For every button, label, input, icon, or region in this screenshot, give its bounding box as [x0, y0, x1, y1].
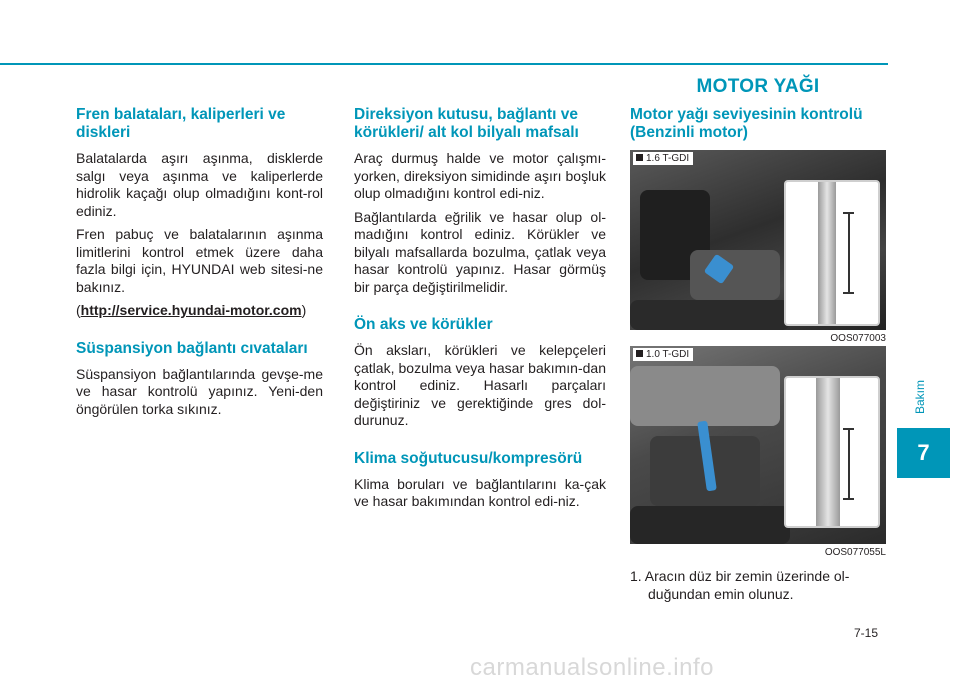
dipstick-inset [784, 376, 880, 528]
engine-tag: 1.6 T-GDI [633, 152, 693, 165]
paragraph: Süspansiyon bağlantılarında gevşe-me ve hasar kontrolü yapınız. Yeni-den öngörülen torka sıkınız. [76, 365, 323, 417]
column-2 [354, 106, 606, 517]
image-code: OOS077003 [830, 333, 886, 344]
engine-photo-2 [630, 346, 886, 544]
image-code: OOS077055L [824, 547, 886, 558]
column-3 [630, 106, 886, 603]
column-1 [76, 106, 323, 424]
page-number: 7-15 [854, 626, 879, 640]
paragraph: Ön aksları, körükleri ve kelepçeleri çatlak, bozulma veya hasar bakımın-dan kontrol ediniz. Hasarlı parçaları değiştiriniz ve gerektiğinde gres dol-durunuz. [354, 342, 606, 428]
side-section-label: Bakım [913, 380, 927, 415]
heading-brakes: Fren balataları, kaliperleri ve diskleri [76, 106, 286, 141]
engine-tag: 1.0 T-GDI [633, 348, 693, 361]
paragraph: Balatalarda aşırı aşınma, disklerde salgı veya aşınma ve kaliperlerde hidrolik kaçağı olup olmadığını kont-rol ediniz. [76, 150, 323, 219]
paragraph: Klima boruları ve bağlantılarını ka-çak ve hasar bakımından kontrol edi-niz. [354, 475, 606, 509]
paragraph: Araç durmuş halde ve motor çalışmı-yorken, direksiyon simidinde aşırı boşluk olup olmadığını kontrol edi-niz. [354, 150, 606, 201]
heading-suspension: Süspansiyon bağlantı cıvataları [76, 339, 308, 357]
chapter-tab: 7 [897, 428, 950, 478]
heading-ac-compressor: Klima soğutucusu/kompresörü [354, 449, 583, 467]
paragraph: Fren pabuç ve balatalarının aşınma limitlerini kontrol etmek üzere daha fazla bilgi için, HYUNDAI web sitesi-ne bakınız. [76, 226, 323, 295]
url-line: (http://service.hyundai-motor.com) [76, 302, 307, 318]
dipstick-inset [784, 180, 880, 326]
heading-engine-oil-check: Motor yağı seviyesinin kontrolü (Benzinli motor) [630, 106, 863, 141]
service-link[interactable]: http://service.hyundai-motor.com [80, 302, 302, 318]
heading-steering: Direksiyon kutusu, bağlantı ve körükleri/ alt kol bilyalı mafsalı [354, 106, 579, 141]
watermark: carmanualsonline.info [470, 654, 714, 681]
engine-photo-1 [630, 150, 886, 330]
paragraph: Bağlantılarda eğrilik ve hasar olup ol-madığını kontrol ediniz. Körükler ve bilyalı mafsallarda bozulma, çatlak veya hasar kontrolü yapınız. Hasar görmüş bir parça değiştirilmelidir. [354, 208, 606, 295]
section-title: MOTOR YAĞI [696, 76, 820, 97]
header-rule [0, 63, 888, 65]
heading-front-axle: Ön aks ve körükler [354, 316, 493, 333]
step-1: 1. Aracın düz bir zemin üzerinde ol-duğundan emin olunuz. [630, 568, 850, 602]
